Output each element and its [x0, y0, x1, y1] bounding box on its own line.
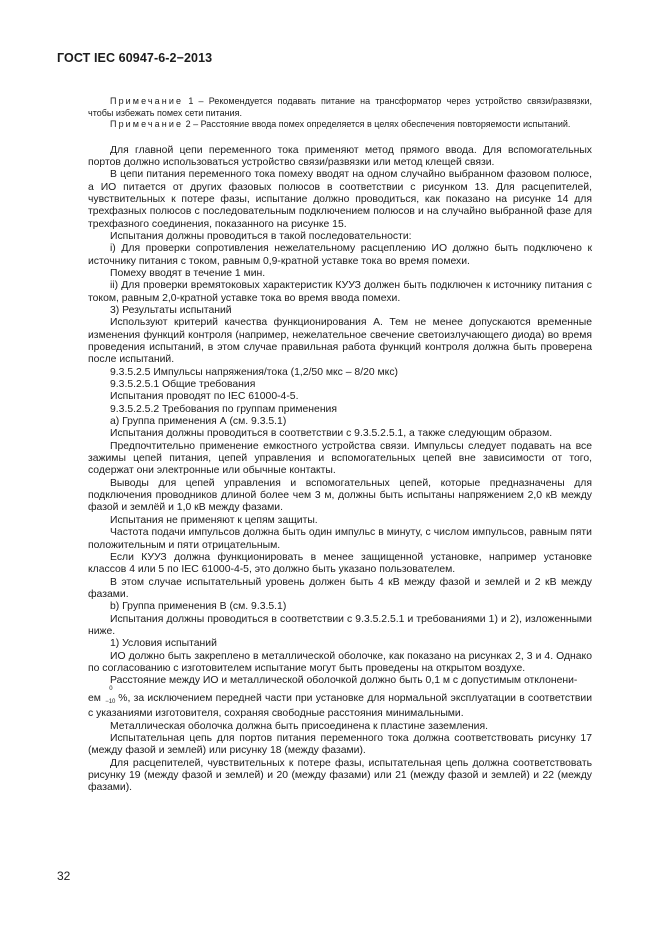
paragraph: b) Группа применения В (см. 9.3.5.1): [110, 601, 287, 613]
tolerance-limits: [104, 685, 118, 705]
paragraph: Испытания проводят по IEC 61000-4-5.: [110, 391, 299, 403]
paragraph: а) Группа применения А (см. 9.3.5.1): [110, 416, 287, 428]
section-heading: 9.3.5.2.5.2 Требования по группам применения: [110, 403, 337, 415]
tolerance-prefix: ем: [88, 692, 105, 704]
paragraph: Если КУУЗ должна функционировать в менее защищенной установке, например установке классов 4 или 5 по IEC 61000-4-5, это должно быть указано пользователем.: [88, 551, 592, 576]
note-text: 2 – Расстояние ввода помех определяется в целях обеспечения повторяемости испытаний.: [183, 119, 571, 129]
page-number: 32: [57, 869, 71, 883]
paragraph: 1) Условия испытаний: [110, 638, 217, 650]
paragraph: Для расцепителей, чувствительных к потере фазы, испытательная цепь должна соответствовать рисунку 19 (между фазой и землей) и 20 (между фазами) или 21 (между фазой и землей) и 22 (между фазами).: [88, 757, 592, 794]
paragraph: Частота подачи импульсов должна быть один импульс в минуту, с числом импульсов, равным пяти положительным и пяти отрицательным.: [88, 527, 592, 551]
paragraph-group-a: [88, 145, 592, 688]
section-heading: 9.3.5.2.5.1 Общие требования: [110, 379, 256, 391]
document-header: ГОСТ IEC 60947-6-2−2013: [57, 51, 213, 65]
body-text: [88, 96, 592, 795]
paragraph: В цепи питания переменного тока помеху вводят на одном случайно выбранном фазовом полюсе, а ИО питается от других фазовых полюсов в соответствии с рисунком 13. Для расцепителей, чувствительных к потере фазы, испытание должно проводиться, как показано на рисунке 14 для трехфазных полюсов с последовательным подключением полюсов и на случайно выбранной фазе для трехфазного соединения, показанного на рисунке 15.: [88, 169, 592, 230]
paragraph: Испытания не применяют к цепям защиты.: [110, 514, 318, 526]
paragraph: Для главной цепи переменного тока применяют метод прямого ввода. Для вспомогательных портов должно использоваться устройство связи/развязки или метод клещей связи.: [88, 144, 592, 168]
paragraph: Испытания должны проводиться в соответствии с 9.3.5.2.5.1 и требованиями 1) и 2), изложенными ниже.: [88, 613, 592, 637]
note-label: Примечание: [110, 96, 184, 106]
note-2: [88, 119, 592, 131]
tolerance-upper: 0: [109, 685, 113, 692]
note-1: [88, 96, 592, 119]
paragraph: Выводы для цепей управления и вспомогательных цепей, которые предназначены для подключения проводников длиной более чем 3 м, должны быть испытаны напряжением 2,0 кВ между фазой и землёй и 1,0 кВ между фазами.: [88, 477, 592, 514]
paragraph: Металлическая оболочка должна быть присоединена к пластине заземления.: [110, 720, 488, 732]
tolerance-suffix: %, за исключением передней части при установке для нормальной эксплуатации в соответствии с указаниями изготовителя, сохраняя свободные расстояния минимальными.: [88, 692, 593, 719]
paragraph: Испытания должны проводиться в соответствии с 9.3.5.2.5.1, а также следующим образом.: [110, 428, 553, 440]
section-heading: 9.3.5.2.5 Импульсы напряжения/тока (1,2/50 мкс – 8/20 мкс): [110, 366, 399, 378]
paragraph: В этом случае испытательный уровень должен быть 4 кВ между фазой и землей и 2 кВ между фазами.: [88, 576, 592, 600]
paragraph-group-b: [88, 721, 592, 795]
paragraph: 3) Результаты испытаний: [110, 304, 232, 316]
tolerance-lower: −10: [105, 698, 116, 705]
paragraph: Используют критерий качества функционирования А. Тем не менее допускаются временные изменения функций контроля (например, нежелательное свечение светоизлучающего диода) во время проведения испытаний, в этом случае правильная работа функций контроля должна быть проверена после испытаний.: [88, 317, 592, 366]
paragraph: Испытания должны проводиться в такой последовательности:: [110, 230, 412, 242]
tolerance-paragraph: [88, 685, 593, 721]
paragraph: ИО должно быть закреплено в металлической оболочке, как показано на рисунках 2, 3 и 4. Однако по согласованию с изготовителем испытание могут быть проведены на открытом воздухе.: [88, 650, 592, 674]
paragraph: i) Для проверки сопротивления нежелательному расцеплению ИО должно быть подключено к источнику питания с током, равным 0,9-кратной уставке тока во время помехи.: [88, 243, 592, 267]
paragraph: Испытательная цепь для портов питания переменного тока должна соответствовать рисунку 17 (между фазой и землей) или рисунку 18 (между фазами).: [88, 732, 592, 757]
paragraph: Расстояние между ИО и металлической оболочкой должно быть 0,1 м с допустимым отклонени-: [110, 675, 578, 687]
paragraph: Предпочтительно применение емкостного устройства связи. Импульсы следует подавать на все зажимы цепей питания, цепей управления и вспомогательных цепей вне зависимости от того, содержат они электронные или обычные контакты.: [88, 440, 592, 477]
paragraph: Помеху вводят в течение 1 мин.: [110, 267, 266, 279]
note-label: Примечание: [110, 119, 184, 129]
note-text: 1 – Рекомендуется подавать питание на трансформатор через устройство связи/развязки, чтобы избежать помех сети питания.: [88, 96, 592, 118]
paragraph: ii) Для проверки времятоковых характеристик КУУЗ должен быть подключен к источнику питания с током, равным 2,0-кратной уставке тока во время ввода помехи.: [88, 280, 592, 304]
